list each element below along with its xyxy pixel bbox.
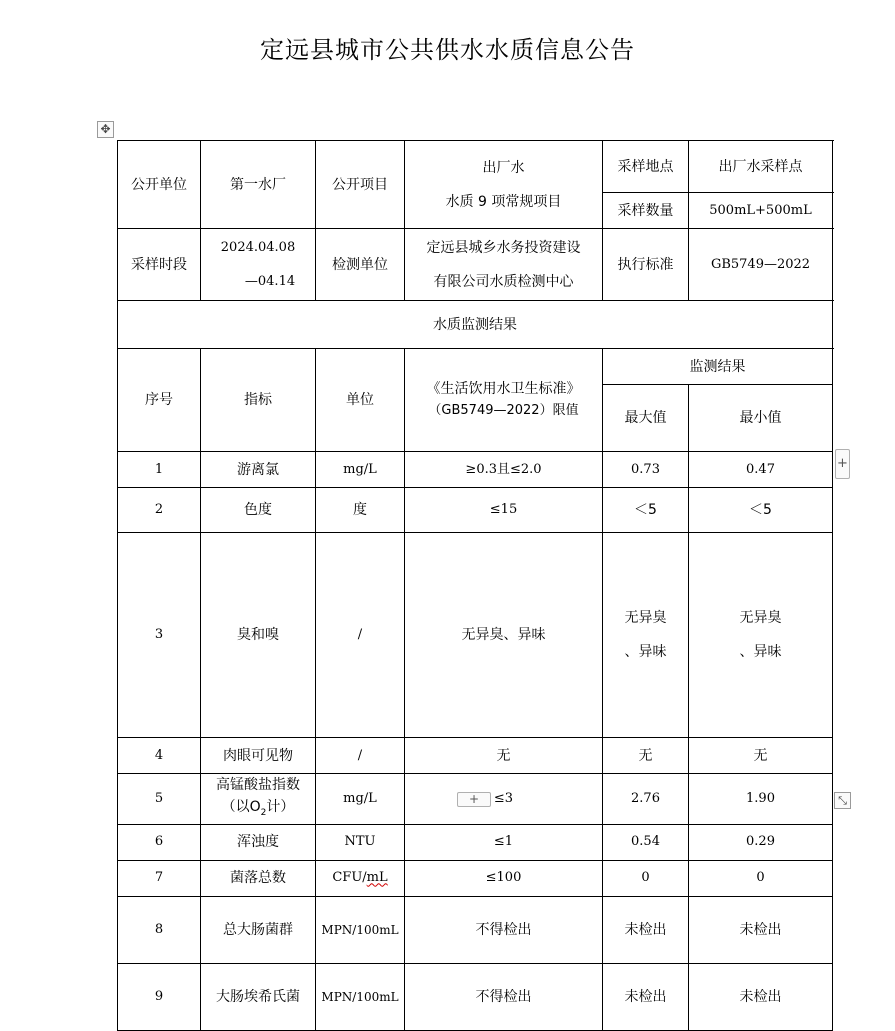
add-row-button[interactable]: [457, 792, 491, 807]
row-max: 无: [603, 738, 689, 774]
row-max-line1: 无异臭: [624, 610, 667, 626]
row-max: [603, 533, 689, 738]
disclosure-item-line1: 出厂水: [482, 159, 525, 176]
row-unit: mg/L: [316, 774, 405, 825]
row-min: [689, 533, 833, 738]
row-indicator: 色度: [201, 488, 316, 533]
col-result: 监测结果: [603, 349, 833, 385]
row-limit: 不得检出: [405, 896, 603, 963]
row-indicator: 浑浊度: [201, 824, 316, 860]
plus-icon: +: [468, 792, 480, 806]
row-index: 7: [118, 860, 201, 896]
row-max: 0.54: [603, 824, 689, 860]
row-indicator: 总大肠菌群: [201, 896, 316, 963]
sampling-qty-value: 500mL+500mL: [689, 193, 833, 229]
sampling-site-label: 采样地点: [603, 141, 689, 193]
row-indicator: 大肠埃希氏菌: [201, 963, 316, 1030]
disclosure-item-value: [405, 141, 603, 229]
row-indicator: 肉眼可见物: [201, 738, 316, 774]
row-min: 0.47: [689, 452, 833, 488]
page-title: 定远县城市公共供水水质信息公告: [260, 36, 635, 64]
row-indicator: 臭和嗅: [201, 533, 316, 738]
row-unit: 度: [316, 488, 405, 533]
plus-icon: +: [837, 456, 848, 471]
row-index: 1: [118, 452, 201, 488]
row-max: 2.76: [603, 774, 689, 825]
col-index: 序号: [118, 349, 201, 452]
add-column-button[interactable]: [835, 449, 850, 479]
col-indicator: 指标: [201, 349, 316, 452]
row-unit: /: [316, 738, 405, 774]
row-indicator: [201, 774, 316, 825]
row-indicator-line1: 高锰酸盐指数: [216, 777, 300, 793]
row-index: 9: [118, 963, 201, 1030]
col-limit-line1: 《生活饮用水卫生标准》: [426, 381, 581, 397]
col-max: 最大值: [603, 385, 689, 452]
testing-unit-label: 检测单位: [316, 229, 405, 301]
row-limit: 无异臭、异味: [405, 533, 603, 738]
standard-label: 执行标准: [603, 229, 689, 301]
row-min: 未检出: [689, 963, 833, 1030]
row-index: 6: [118, 824, 201, 860]
row-max: 0: [603, 860, 689, 896]
testing-unit-value: [405, 229, 603, 301]
row-unit: mg/L: [316, 452, 405, 488]
disclosure-unit-label: 公开单位: [118, 141, 201, 229]
row-min-line1: 无异臭: [739, 610, 782, 626]
testing-unit-line2: 有限公司水质检测中心: [433, 273, 574, 290]
row-max: ＜5: [603, 488, 689, 533]
row-limit: ≤15: [405, 488, 603, 533]
row-limit: ≤100: [405, 860, 603, 896]
row-index: 4: [118, 738, 201, 774]
row-unit-a: CFU/: [332, 870, 367, 886]
row-unit: MPN/100mL: [316, 963, 405, 1030]
sampling-qty-label: 采样数量: [603, 193, 689, 229]
row-limit: 无: [405, 738, 603, 774]
row-max-line2: 、异味: [624, 644, 667, 660]
row-max: 0.73: [603, 452, 689, 488]
row-min: 无: [689, 738, 833, 774]
row-limit: ≤3: [405, 774, 603, 825]
sampling-time-value: [201, 229, 316, 301]
row-max: 未检出: [603, 896, 689, 963]
row-unit: /: [316, 533, 405, 738]
row-index: 8: [118, 896, 201, 963]
row-unit: MPN/100mL: [316, 896, 405, 963]
row-min: 0: [689, 860, 833, 896]
disclosure-unit-value: 第一水厂: [201, 141, 316, 229]
testing-unit-line1: 定远县城乡水务投资建设: [426, 239, 581, 256]
row-min: 0.29: [689, 824, 833, 860]
sampling-time-label: 采样时段: [118, 229, 201, 301]
results-section-heading: 水质监测结果: [118, 301, 833, 349]
row-unit: [316, 860, 405, 896]
table-row: [118, 738, 833, 774]
row-index: 5: [118, 774, 201, 825]
sampling-time-line1: 2024.04.08: [220, 239, 296, 255]
table-row: [118, 488, 833, 533]
table-row: [118, 860, 833, 896]
row-limit: ≥0.3且≤2.0: [405, 452, 603, 488]
col-limit: [405, 349, 603, 452]
row-max: 未检出: [603, 963, 689, 1030]
row-indicator: 游离氯: [201, 452, 316, 488]
move-icon[interactable]: ✥: [97, 121, 114, 138]
row-min: ＜5: [689, 488, 833, 533]
table-row: [118, 824, 833, 860]
table-row: [118, 452, 833, 488]
row-index: 2: [118, 488, 201, 533]
col-limit-line2: （GB5749—2022）限值: [428, 403, 579, 418]
row-indicator-line2: [203, 796, 313, 824]
disclosure-item-line2: 水质 9 项常规项目: [445, 193, 562, 210]
row-index: 3: [118, 533, 201, 738]
row-limit: ≤1: [405, 824, 603, 860]
resize-icon[interactable]: ⤡: [834, 792, 851, 809]
sampling-time-line2: —04.14: [244, 273, 296, 289]
row-unit-b: mL: [366, 870, 388, 886]
row-min-line2: 、异味: [739, 644, 782, 660]
row-min: 1.90: [689, 774, 833, 825]
standard-value: GB5749—2022: [689, 229, 833, 301]
disclosure-item-label: 公开项目: [316, 141, 405, 229]
row-indicator-subscript: 2: [260, 807, 267, 818]
row-indicator: 菌落总数: [201, 860, 316, 896]
sampling-site-value: 出厂水采样点: [689, 141, 833, 193]
col-min: 最小值: [689, 385, 833, 452]
row-min: 未检出: [689, 896, 833, 963]
water-quality-table: [117, 140, 833, 1031]
row-indicator-line2-b: 计）: [266, 799, 295, 815]
table-row: [118, 533, 833, 738]
col-unit: 单位: [316, 349, 405, 452]
row-indicator-line2-a: （以O: [221, 799, 261, 815]
row-limit: 不得检出: [405, 963, 603, 1030]
table-row: [118, 896, 833, 963]
row-unit: NTU: [316, 824, 405, 860]
table-row: [118, 963, 833, 1030]
